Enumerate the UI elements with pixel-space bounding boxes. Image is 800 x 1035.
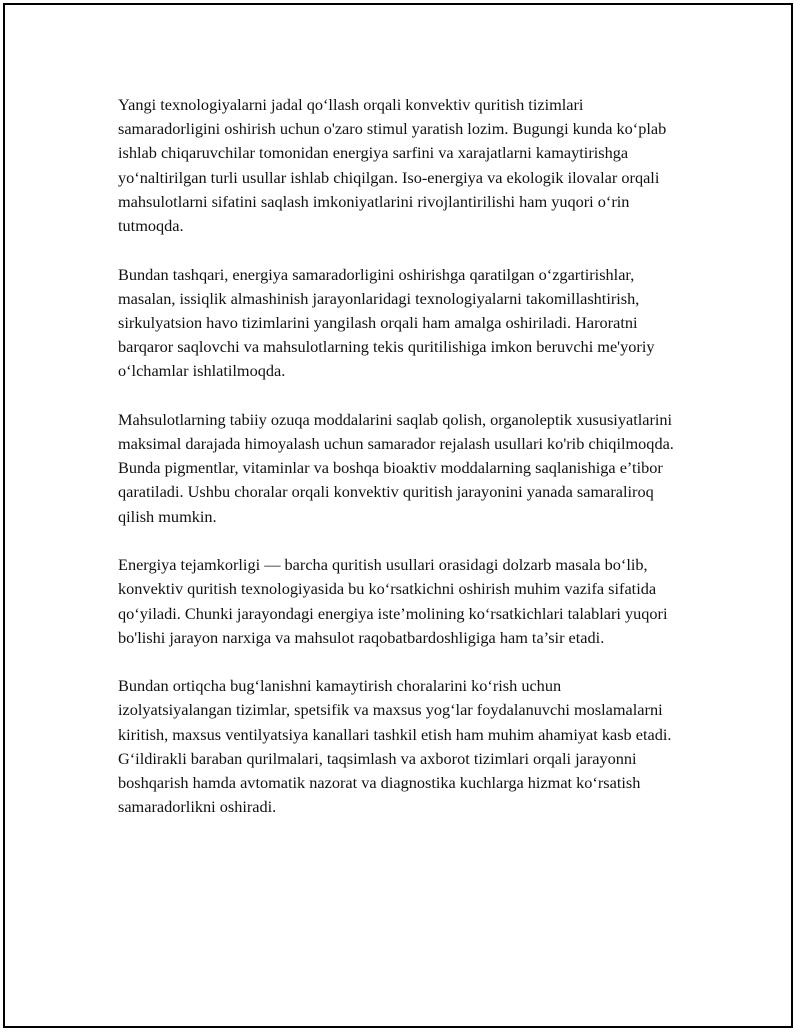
document-body (118, 93, 678, 844)
paragraph-4: Energiya tejamkorligi — barcha quritish usullari orasidagi dolzarb masala bo‘lib, konvektiv quritish texnologiyasida bu ko‘rsatkichni oshirish muhim vazifa sifatida qo‘yiladi. Chunki jarayondagi energiya iste’molining ko‘rsatkichlari talablari yuqori bo'lishi jarayon narxiga va mahsulot raqobatbardoshligiga ham ta’sir etadi. (118, 555, 668, 647)
paragraph-1: Yangi texnologiyalarni jadal qo‘llash orqali konvektiv quritish tizimlari samaradorligini oshirish uchun o'zaro stimul yaratish lozim. Bugungi kunda ko‘plab ishlab chiqaruvchilar tomonidan energiya sarfini va xarajatlarni kamaytirishga yo‘naltirilgan turli usullar ishlab chiqilgan. Iso-energiya va ekologik ilovalar orqali mahsulotlarni sifatini saqlash imkoniyatlarini rivojlantirilishi ham yuqori o‘rin tutmoqda. (118, 95, 667, 236)
paragraph-2: Bundan tashqari, energiya samaradorligini oshirishga qaratilgan o‘zgartirishlar, masalan, issiqlik almashinish jarayonlaridagi texnologiyalarni takomillashtirish, sirkulyatsion havo tizimlarini yangilash orqali ham amalga oshiriladi. Haroratni barqaror saqlovchi va mahsulotlarning tekis quritilishiga imkon beruvchi me'yoriy o‘lchamlar ishlatilmoqda. (118, 264, 655, 381)
paragraph-5: Bundan ortiqcha bug‘lanishni kamaytirish choralarini ko‘rish uchun izolyatsiyalangan tizimlar, spetsifik va maxsus yog‘lar foydalanuvchi moslamalarni kiritish, maxsus ventilyatsiya kanallari tashkil etish ham muhim ahamiyat kasb etadi. G‘ildirakli baraban qurilmalari, taqsimlash va axborot tizimlari orqali jarayonni boshqarish hamda avtomatik nazorat va diagnostika kuchlarga hizmat ko‘rsatish samaradorlikni oshiradi. (118, 676, 672, 817)
paragraph-3: Mahsulotlarning tabiiy ozuqa moddalarini saqlab qolish, organoleptik xususiyatlarini maksimal darajada himoyalash uchun samarador rejalash usullari ko'rib chiqilmoqda. Bunda pigmentlar, vitaminlar va boshqa bioaktiv moddalarning saqlanishiga e’tibor qaratiladi. Ushbu choralar orqali konvektiv quritish jarayonini yanada samaraliroq qilish mumkin. (118, 409, 674, 526)
